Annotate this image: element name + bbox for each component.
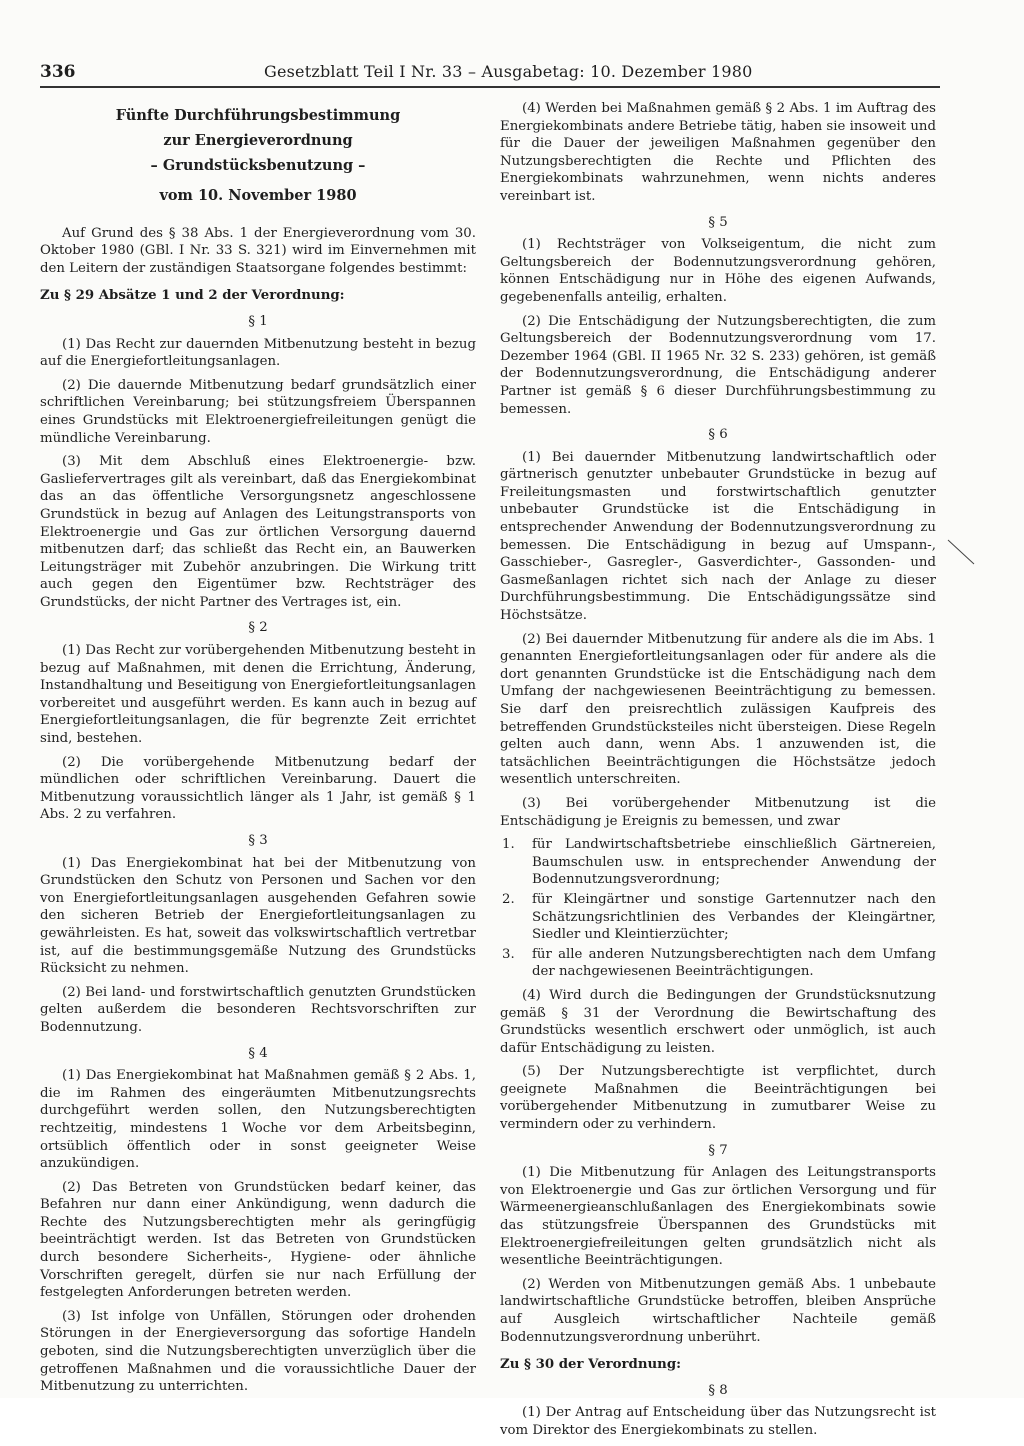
list-item-text: für Kleingärtner und sonstige Gartennutzer nach den Schätzungsrichtlinien des Verbandes der Kleingärtner, Siedler und Kleintierzüchter; (532, 891, 936, 943)
s7-para-1: (1) Die Mitbenutzung für Anlagen des Leitungstransports von Elektroenergie und Gas zur örtlichen Versorgung und für Wärmeenergieanschlußanlagen des Energiekombinats sowie das stützungsfreie Überspannen des Grundstücks mit Elektroenergiefreileitungen gelten grundsätzlich nicht als wesentliche Beeinträchtigungen. (500, 1165, 936, 1269)
margin-pen-mark (946, 538, 978, 566)
intro-paragraph: Auf Grund des § 38 Abs. 1 der Energieverordnung vom 30. Oktober 1980 (GBl. I Nr. 33 S. 321) wird im Einvernehmen mit den Leitern der zuständigen Staatsorgane folgendes bestimmt: (40, 225, 476, 276)
title-line-1: Fünfte Durchführungsbestimmung (115, 107, 401, 124)
list-item-number: 2. (502, 891, 515, 907)
s2-para-1: (1) Das Recht zur vorübergehenden Mitbenutzung besteht in bezug auf Maßnahmen, mit denen die Errichtung, Änderung, Instandhaltung und Beseitigung von Energiefortleitungsanlagen vorbereitet und ausgeführt werden. Es kann auch in bezug auf Energiefortleitungsanlagen, die für begrenzte Zeit errichtet sind, bestehen. (40, 643, 476, 747)
list-item-text: für alle anderen Nutzungsberechtigten nach dem Umfang der nachgewiesenen Beeinträchtigungen. (532, 946, 936, 980)
section-4-heading: § 4 (248, 1045, 268, 1061)
s3-para-1: (1) Das Energiekombinat hat bei der Mitbenutzung von Grundstücken den Schutz von Personen und Sachen vor den von Energiefortleitungsanlagen ausgehenden Gefahren sowie den sicheren Betrieb der Energiefortleitungsanlagen zu gewährleisten. Es hat, soweit das volkswirtschaftlich vertretbar ist, auf die bestimmungsgemäße Nutzung des Grundstücks Rücksicht zu nehmen. (40, 855, 476, 977)
list-item (500, 891, 936, 944)
s6-item-list (500, 836, 936, 981)
section-1-heading: § 1 (248, 313, 268, 329)
section-8-heading: § 8 (708, 1382, 728, 1398)
list-item-number: 1. (502, 837, 515, 853)
section-3-heading: § 3 (248, 833, 268, 848)
list-item (500, 836, 936, 889)
s1-para-1: (1) Das Recht zur dauernden Mitbenutzung besteht in bezug auf die Energiefortleitungsanlagen. (40, 336, 476, 370)
s4-para-3: (3) Ist infolge von Unfällen, Störungen oder drohenden Störungen in der Energieversorgung das sofortige Handeln geboten, sind die Nutzungsberechtigten unverzüglich über die getroffenen Maßnahmen und die voraussichtliche Dauer der Mitbenutzung zu unterrichten. (40, 1308, 476, 1395)
page-number: 336 (40, 62, 76, 82)
s5-para-2: (2) Die Entschädigung der Nutzungsberechtigten, die zum Geltungsbereich der Bodennutzungsverordnung vom 17. Dezember 1964 (GBl. II 1965 Nr. 32 S. 233) gehören, ist gemäß der Bodennutzungsverordnung, die Entschädigung anderer Partner ist gemäß § 6 dieser Durchführungsbestimmung zu bemessen. (500, 313, 936, 417)
zu-29-heading: Zu § 29 Absätze 1 und 2 der Verordnung: (40, 288, 345, 304)
s6-para-1: (1) Bei dauernder Mitbenutzung landwirtschaftlich oder gärtnerisch genutzter unbebauter Grundstücke in bezug auf Freileitungsmasten und forstwirtschaftlich genutzter unbebauter Grundstücke ist die Entschädigung in entsprechender Anwendung der Bodennutzungsverordnung zu bemessen. Die Entschädigung in bezug auf Umspann-, Gasschieber-, Gasregler-, Gasverdichter-, Gassonden- und Gasmeßanlagen richtet sich nach der Anlage zu dieser Durchführungsbestimmung. Die Entschädigungssätze sind Höchstsätze. (500, 449, 936, 624)
title-line-2: zur Energieverordnung (163, 132, 353, 149)
s1-para-2: (2) Die dauernde Mitbenutzung bedarf grundsätzlich einer schriftlichen Vereinbarung; bei stützungsfreiem Überspannen eines Grundstücks mit Elektroenergiefreileitungen genügt die mündliche Vereinbarung. (40, 377, 476, 446)
section-6-heading: § 6 (708, 427, 728, 443)
list-item (500, 946, 936, 981)
s4-para-4: (4) Werden bei Maßnahmen gemäß § 2 Abs. 1 im Auftrag des Energiekombinats andere Betriebe tätig, haben sie insoweit und für die Dauer der jeweiligen Maßnahmen gegenüber den Nutzungsberechtigten die Rechte und Pflichten des Energiekombinats wahrzunehmen, wenn nichts anderes vereinbart ist. (500, 101, 936, 204)
section-7-heading: § 7 (708, 1142, 728, 1158)
s3-para-2: (2) Bei land- und forstwirtschaftlich genutzten Grundstücken gelten außerdem die besonderen Rechtsvorschriften zur Bodennutzung. (40, 984, 476, 1035)
s6-para-3: (3) Bei vorübergehender Mitbenutzung ist die Entschädigung je Ereignis zu bemessen, und zwar (500, 795, 936, 829)
zu-30-heading: Zu § 30 der Verordnung: (500, 1357, 682, 1373)
s8-para-1: (1) Der Antrag auf Entscheidung über das Nutzungsrecht ist vom Direktor des Energiekombinats zu stellen. (500, 1405, 936, 1438)
list-item-text: für Landwirtschaftsbetriebe einschließlich Gärtnereien, Baumschulen usw. in entsprechender Anwendung der Bodennutzungsverordnung; (532, 837, 936, 888)
left-column (40, 100, 476, 1402)
page-header (40, 58, 940, 88)
s6-para-5: (5) Der Nutzungsberechtigte ist verpflichtet, durch geeignete Maßnahmen die Beeinträchtigungen bei vorübergehender Mitbenutzung in zumutbarer Weise zu vermindern oder zu verhindern. (500, 1064, 936, 1133)
running-head: Gesetzblatt Teil I Nr. 33 – Ausgabetag: 10. Dezember 1980 (264, 62, 753, 81)
title-date: vom 10. November 1980 (159, 187, 357, 204)
list-item-number: 3. (502, 946, 515, 962)
right-column (500, 100, 936, 1446)
s5-para-1: (1) Rechtsträger von Volkseigentum, die nicht zum Geltungsbereich der Bodennutzungsverordnung gehören, können Entschädigung nur in Höhe des eigenen Aufwands, gegebenenfalls anteilig, erhalten. (500, 237, 936, 305)
s4-para-2: (2) Das Betreten von Grundstücken bedarf keiner, das Befahren nur dann einer Ankündigung, wenn dadurch die Rechte des Nutzungsberechtigten mehr als geringfügig beeinträchtigt werden. Ist das Betreten von Grundstücken durch besondere Sicherheits-, Hygiene- oder ähnliche Vorschriften geregelt, dürfen sie nur nach Erfüllung der festgelegten Anforderungen betreten werden. (40, 1179, 476, 1301)
section-2-heading: § 2 (248, 620, 268, 636)
section-5-heading: § 5 (708, 214, 728, 230)
s2-para-2: (2) Die vorübergehende Mitbenutzung bedarf der mündlichen oder schriftlichen Vereinbarung. Dauert die Mitbenutzung voraussichtlich länger als 1 Jahr, ist gemäß § 1 Abs. 2 zu verfahren. (40, 754, 476, 823)
title-line-3: – Grundstücksbenutzung – (150, 157, 366, 174)
s6-para-2: (2) Bei dauernder Mitbenutzung für andere als die im Abs. 1 genannten Energiefortleitungsanlagen oder für andere als die dort genannten Grundstücke ist die Entschädigung nach dem Umfang der nachgewiesenen Beeinträchtigung zu bemessen. Sie darf den preisrechtlich zulässigen Kaufpreis des betreffenden Grundstücksteiles nicht übersteigen. Diese Regeln gelten auch dann, wenn Abs. 1 anzuwenden ist, die tatsächlichen Beeinträchtigungen die Höchstsätze jedoch wesentlich unterschreiten. (500, 631, 936, 788)
s1-para-3: (3) Mit dem Abschluß eines Elektroenergie- bzw. Gasliefervertrages gilt als vereinbart, daß das Energiekombinat das an das öffentliche Versorgungsnetz angeschlossene Grundstück in bezug auf Anlagen des Leitungstransports von Elektroenergie und Gas zur örtlichen Versorgung dauernd mitbenutzen darf; das schließt das Recht ein, an Bauwerken Leitungsträger mit Zubehör anzubringen. Die Wirkung tritt auch gegen den Eigentümer bzw. Rechtsträger des Grundstücks, der nicht Partner des Vertrages ist, ein. (40, 454, 476, 610)
s4-para-1: (1) Das Energiekombinat hat Maßnahmen gemäß § 2 Abs. 1, die im Rahmen des eingeräumten Mitbenutzungsrechts durchgeführt werden sollen, den Nutzungsberechtigten rechtzeitig, mindestens 1 Woche vor dem Arbeitsbeginn, ortsüblich öffentlich oder in sonst geeigneter Weise anzukündigen. (40, 1068, 476, 1172)
s6-para-4: (4) Wird durch die Bedingungen der Grundstücksnutzung gemäß § 31 der Verordnung die Bewirtschaftung des Grundstücks wesentlich erschwert oder unmöglich, ist auch dafür Entschädigung zu leisten. (500, 987, 936, 1056)
header-rule (40, 86, 940, 88)
s7-para-2: (2) Werden von Mitbenutzungen gemäß Abs. 1 unbebaute landwirtschaftliche Grundstücke betroffen, bleiben Ansprüche auf Ausgleich wirtschaftlicher Nachteile gemäß Bodennutzungsverordnung unberührt. (500, 1276, 936, 1345)
